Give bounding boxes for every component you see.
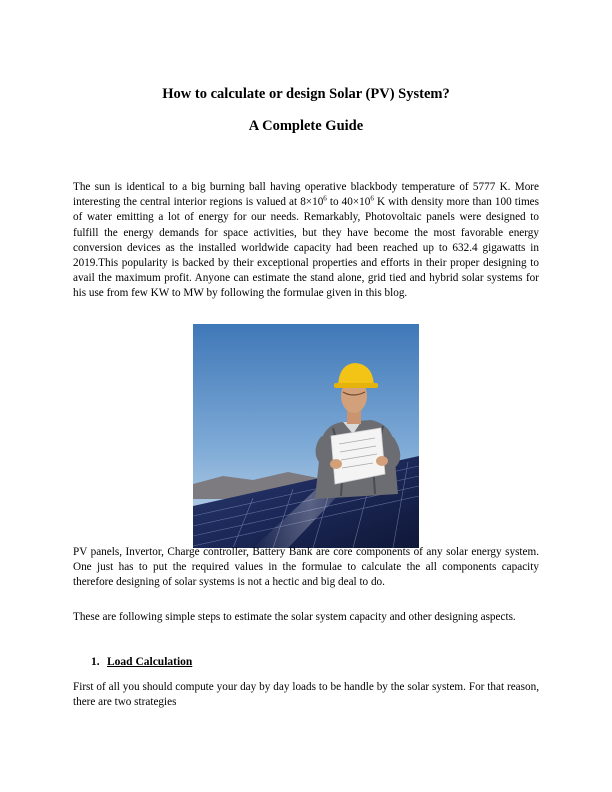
engineer-solar-panel-photo: [193, 324, 419, 548]
exponent-1: 6: [323, 194, 327, 203]
section-title: Load Calculation: [107, 656, 193, 668]
solar-photo-illustration: [193, 324, 419, 548]
section-heading-load-calculation: [91, 656, 192, 668]
intro-text-1: The sun is identical to a big burning ball having operative blackbody temperature of 5777 K. More interesting the central interior regions is valued at 8×10: [73, 181, 539, 209]
intro-text-2: to 40×10: [326, 196, 371, 209]
load-paragraph: First of all you should compute your day by day loads to be handle by the solar system. For that reason, there are two strategies: [73, 681, 539, 709]
section-number: 1.: [91, 656, 100, 668]
intro-text-3: K with density more than 100 times of water emitting a lot of energy for our needs. Remarkably, Photovoltaic panels were designed to fulfill the energy demands for space activities, but they have become the most favorable energy conversion devices as the installed worldwide capacity had been reached up to 632.4 gigawatts in 2019.This popularity is backed by their exceptional properties and efforts in their proper designing to avail the maximum profit. Anyone can estimate the stand alone, grid tied and hybrid solar systems for his use from few KW to MW by following the formulae given in this blog.: [73, 196, 539, 300]
components-paragraph: PV panels, Invertor, Charge controller, Battery Bank are core components of any solar energy system. One just has to put the required values in the formulae to calculate the all components capacity therefore designing of solar systems is not a hectic and big deal to do.: [73, 546, 539, 589]
intro-paragraph: [73, 180, 539, 302]
steps-paragraph: These are following simple steps to estimate the solar system capacity and other designing aspects.: [73, 611, 516, 623]
exponent-2: 6: [370, 194, 374, 203]
page-title: How to calculate or design Solar (PV) System?: [162, 86, 450, 102]
page-subtitle: A Complete Guide: [248, 118, 364, 134]
